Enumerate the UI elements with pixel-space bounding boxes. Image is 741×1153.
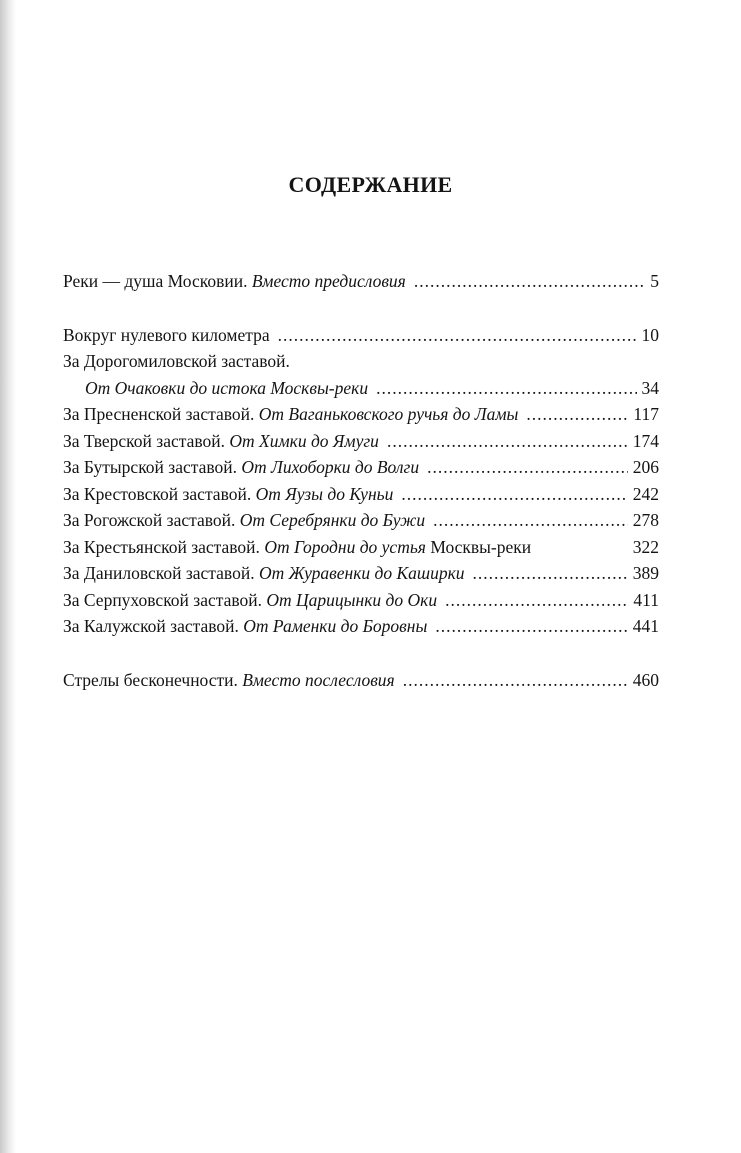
page-number: 174 [632, 430, 659, 451]
entry-subtitle: От Яузы до Куньи [255, 483, 394, 504]
page-number: 117 [633, 404, 659, 424]
entry-subtitle: От Очаковки до истока Москвы-реки [85, 377, 369, 398]
entry-text: За Дорогомиловской заставой. [63, 351, 290, 371]
toc-entry[interactable] [63, 401, 659, 428]
toc-entry[interactable] [63, 613, 659, 640]
dot-leader [387, 428, 628, 455]
entry-text: За Крестовской заставой. [63, 483, 256, 504]
entry-text: Реки — душа Московии. [63, 271, 252, 291]
dot-leader [433, 507, 628, 534]
dot-leader [526, 401, 628, 428]
entry-text: За Пресненской заставой. [63, 404, 259, 424]
page-title: СОДЕРЖАНИЕ [288, 172, 453, 197]
page-number: 242 [632, 483, 659, 504]
dot-leader [278, 322, 637, 349]
table-of-contents [63, 268, 659, 693]
entry-text: За Бутырской заставой. [63, 457, 242, 477]
toc-entry[interactable] [63, 268, 659, 295]
page-number: 278 [632, 510, 659, 530]
entry-subtitle: От Царицынки до Оки [266, 589, 438, 610]
page-number: 389 [632, 563, 659, 583]
page-number: 5 [650, 271, 659, 291]
dot-leader [376, 375, 636, 402]
toc-entry[interactable] [63, 454, 659, 481]
entry-subtitle-tail: Москвы-реки [425, 536, 532, 557]
entry-subtitle: От Журавенки до Каширки [258, 563, 465, 583]
entry-subtitle: От Серебрянки до Бужи [239, 510, 426, 530]
entry-text: Вокруг нулевого километра [63, 324, 270, 345]
toc-entry[interactable] [63, 428, 659, 455]
dot-leader [427, 454, 628, 481]
entry-text: За Калужской заставой. [63, 616, 244, 636]
entry-subtitle: От Ваганьковского ручья до Ламы [258, 404, 519, 424]
entry-subtitle: От Городни до устья [264, 536, 426, 557]
page-number: 34 [641, 377, 659, 398]
entry-subtitle: Вместо предисловия [251, 271, 406, 291]
entry-subtitle: От Химки до Ямуги [229, 430, 379, 451]
dot-leader [473, 560, 628, 587]
toc-entry[interactable] [63, 481, 659, 508]
page-number: 10 [641, 324, 659, 345]
toc-entry[interactable] [63, 507, 659, 534]
page-number: 411 [633, 589, 659, 610]
entry-subtitle: От Лихоборки до Волги [241, 457, 420, 477]
dot-leader [403, 667, 628, 694]
dot-leader [445, 587, 628, 614]
toc-entry[interactable] [63, 587, 659, 614]
entry-text: За Серпуховской заставой. [63, 589, 267, 610]
entry-text: Стрелы бесконечности. [63, 669, 243, 690]
toc-entry[interactable] [63, 375, 659, 402]
entry-text: За Даниловской заставой. [63, 563, 259, 583]
entry-subtitle: Вместо послесловия [242, 669, 395, 690]
dot-leader [401, 481, 627, 508]
page-number: 206 [632, 457, 659, 477]
dot-leader [435, 613, 627, 640]
page-number: 441 [632, 616, 659, 636]
toc-entry[interactable] [63, 322, 659, 349]
toc-entry-heading [63, 348, 659, 375]
dot-leader [414, 268, 645, 295]
toc-entry[interactable] [63, 560, 659, 587]
toc-entry[interactable] [63, 534, 659, 561]
entry-text: За Тверской заставой. [63, 430, 230, 451]
page-number: 460 [632, 669, 659, 690]
page-number: 322 [632, 536, 659, 557]
toc-entry[interactable] [63, 667, 659, 694]
entry-subtitle: От Раменки до Боровны [243, 616, 428, 636]
entry-text: За Рогожской заставой. [63, 510, 240, 530]
entry-text: За Крестьянской заставой. [63, 536, 265, 557]
